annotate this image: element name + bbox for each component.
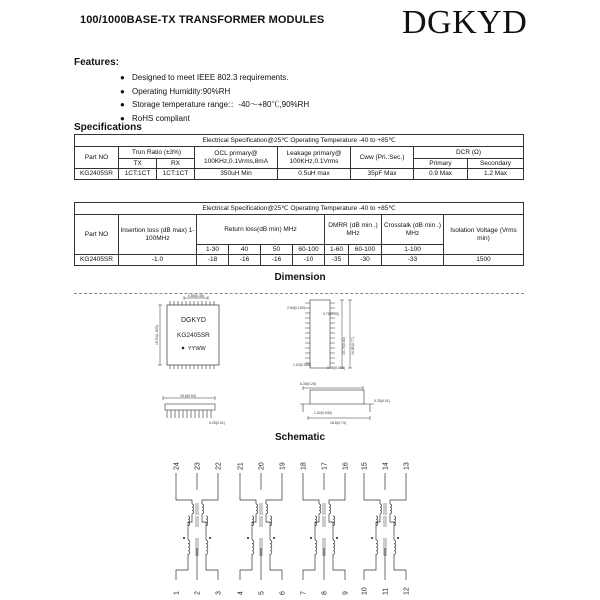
header-part-no: Part NO [75,215,119,255]
table-caption: Electrical Specification@25℃ Operating Temperature -40 to +85℃ [75,135,524,147]
header-band: 1-30 [197,245,229,255]
header-band: 40 [229,245,261,255]
coil-icon [319,504,321,514]
coil-icon [394,540,396,554]
pin-label: 11 [382,587,390,595]
core-icon [260,516,262,527]
schematic-wire [252,514,270,540]
schematic-wire [188,514,206,540]
package-date-code: YYWW [188,346,206,352]
pin-label: 12 [403,587,411,595]
schematic-wire [315,514,333,540]
coil-icon [202,504,204,514]
header-band: 1-60 [325,245,349,255]
pin-label: 24 [173,462,181,470]
polarity-dot-icon [209,537,211,539]
bullet-icon: ● [120,113,125,123]
header-secondary: Secondary [468,159,524,169]
schematic-wire [202,473,218,504]
dim-label: 1.02(0.089) [293,363,311,367]
coil-icon [188,540,190,554]
schematic-wire [364,554,376,580]
feature-item: ● Storage temperature range:：-40～+80℃,90%RH [120,98,309,112]
bullet-icon: ● [120,86,125,96]
polarity-dot-icon [183,537,185,539]
document-title: 100/1000BASE-TX TRANSFORMER MODULES [80,14,325,26]
coil-icon [270,540,272,554]
pin-label: 19 [279,462,287,470]
pin-label: 16 [342,462,350,470]
schematic-heading: Schematic [274,432,326,443]
dim-label: 1.02(0.040) [314,411,332,415]
coil-icon [380,504,382,514]
dim-label: 0.25(0.01) [374,399,390,403]
schematic-wire [333,554,345,580]
core-icon [384,503,386,515]
brand-logo: DGKYD [402,4,528,41]
schematic-wire [303,554,315,580]
dim-label: 16.54(1.803) [155,325,159,345]
core-icon [384,516,386,527]
header-primary: Primary [414,159,468,169]
schematic-wire [364,473,380,504]
pin-label: 8 [321,591,329,595]
header-isolation: Isolation Voltage (Vrms min) [444,215,524,255]
header-band: 1-100 [382,245,444,255]
dim-label: 15.75(0.62) [342,337,346,355]
table-row: KG2405SR -1.0 -18 -16 -16 -10 -35 -30 -33 1500 [75,255,524,266]
pin-label: 20 [258,462,266,470]
coil-icon [206,540,208,554]
pin-label: 14 [382,462,390,470]
dim-label: 15.6(0.54) [180,394,196,398]
schematic-wire [329,473,345,504]
features-heading: Features: [74,57,120,68]
header-band: 50 [261,245,293,255]
schematic-wire [176,554,188,580]
pin-label: 23 [194,462,202,470]
schematic-wire [240,554,252,580]
coil-icon [390,504,392,514]
dim-label: 16.85(0.77) [351,337,355,355]
pin-label: 4 [237,591,245,595]
pin-label: 6 [279,591,287,595]
dim-label: 0.25(0.01) [209,421,225,425]
coil-icon [256,504,258,514]
feature-item: ● RoHS compliant [120,112,309,126]
schematic-wire [266,473,282,504]
header-ocl: OCL primary@ 100KHz,0.1Vrms,8mA [195,147,278,169]
coil-icon [333,540,335,554]
pin-label: 9 [342,591,350,595]
core-icon [196,503,198,515]
schematic-wire [390,473,406,504]
pin-label: 21 [237,462,245,470]
polarity-dot-icon [310,537,312,539]
package-part: KG2405SR [177,332,210,339]
pin-label: 15 [361,462,369,470]
pin-label: 17 [321,462,329,470]
polarity-dot-icon [397,537,399,539]
dimension-heading: Dimension [274,272,326,283]
dim-label: 2.54(0.100) [287,306,305,310]
coil-icon [192,504,194,514]
bullet-icon: ● [120,73,125,82]
schematic-wire [394,554,406,580]
dim-label: 0.86(0.38) [188,294,204,298]
dim-label: 18.8(0.74) [330,421,346,425]
header-band: 60-100 [349,245,382,255]
bullet-icon: ● [120,100,125,109]
core-icon [196,516,198,527]
header-insertion-loss: Insertion loss (dB max) 1-100MHz [119,215,197,255]
header-crosstalk: Crosstalk (dB min .) MHz [382,215,444,245]
header-part-no: Part NO [75,147,119,169]
dim-label: 0.76(0.30) [323,312,339,316]
pin-label: 3 [215,591,223,595]
header-rx: RX [157,159,195,169]
feature-item: ● Operating Humidity:90%RH [120,85,309,99]
table-row: KG2405SR 1CT:1CT 1CT:1CT 350uH Min 0.5uH max 35pF Max 0.9 Max 1.2 Max [75,169,524,180]
specifications-heading: Specifications [74,122,142,133]
polarity-dot-icon [371,537,373,539]
header-dmrr: DMRR (dB min .) MHz [325,215,382,245]
pin-label: 13 [403,462,411,470]
feature-item: ● Designed to meet IEEE 802.3 requirements. [120,71,309,85]
core-icon [260,503,262,515]
coil-icon [376,540,378,554]
header-return-loss: Return loss(dB min) MHz [197,215,325,245]
header-band: 60-100 [293,245,325,255]
pin-label: 5 [258,591,266,595]
coil-icon [315,540,317,554]
polarity-dot-icon [247,537,249,539]
table-caption: Electrical Specification@25℃ Operating Temperature -40 to +85℃ [75,203,524,215]
pin-label: 10 [361,587,369,595]
pin-label: 1 [173,591,181,595]
schematic-wire [240,473,256,504]
schematic-wire [176,473,192,504]
coil-icon [329,504,331,514]
core-icon [323,503,325,515]
polarity-dot-icon [336,537,338,539]
dim-label: 0.46(0.018) [327,366,345,370]
header-tx: TX [119,159,157,169]
schematic-wire [206,554,218,580]
coil-icon [266,504,268,514]
header-leakage: Leakage primary@ 100KHz,0.1Vrms [278,147,351,169]
dim-label: 6.35(0.25) [300,382,316,386]
polarity-dot-icon [273,537,275,539]
pin-label: 18 [300,462,308,470]
schematic-wire [303,473,319,504]
schematic-wire [270,554,282,580]
header-dcr: DCR (Ω) [414,147,524,159]
package-brand: DGKYD [181,317,206,324]
pin-label: 7 [300,591,308,595]
core-icon [323,516,325,527]
pin-label: 2 [194,591,202,595]
schematic-channels [174,462,411,595]
coil-icon [252,540,254,554]
schematic-wire [376,514,394,540]
header-cww: Cww (Pri.:Sec.) [351,147,414,169]
header-turn-ratio: Trun Ratio (±3%) [119,147,195,159]
pin-label: 22 [215,462,223,470]
